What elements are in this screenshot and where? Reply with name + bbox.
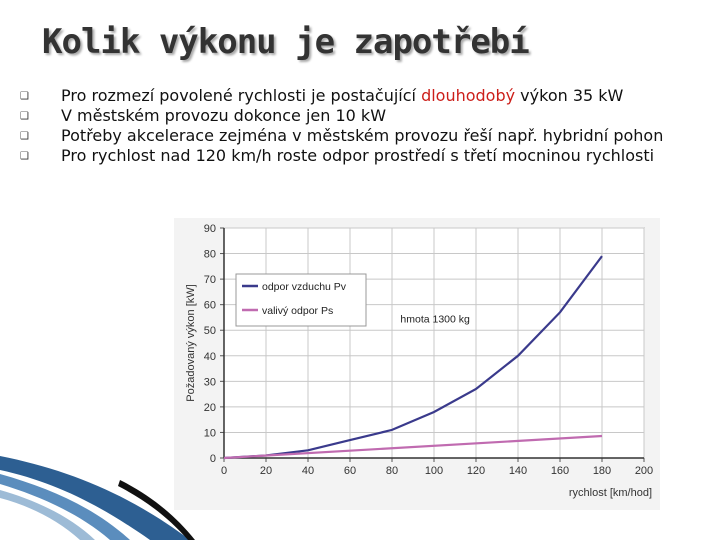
- x-tick-label: 20: [259, 465, 273, 477]
- slide-title: Kolik výkonu je zapotřebí: [42, 22, 529, 62]
- bullet-item: [20, 126, 700, 146]
- chart-annotation: hmota 1300 kg: [400, 313, 470, 326]
- x-tick-label: 160: [550, 465, 570, 477]
- bullet-list: [20, 86, 700, 166]
- x-tick-label: 120: [466, 465, 486, 477]
- x-tick-label: 100: [424, 465, 444, 477]
- power-chart: [174, 218, 660, 510]
- chart-panel: [174, 218, 660, 510]
- x-tick-label: 0: [220, 465, 228, 477]
- bullet-text: Pro rozmezí povolené rychlosti je postačující: [61, 86, 422, 105]
- y-tick-label: 40: [203, 350, 216, 363]
- x-tick-label: 40: [301, 465, 315, 477]
- bullet-text: Potřeby akcelerace zejména v městském provozu řeší např. hybridní pohon: [61, 126, 664, 145]
- y-tick-label: 10: [203, 427, 216, 440]
- y-axis-label: Požadovaný výkon [kW]: [185, 284, 197, 402]
- y-tick-label: 30: [203, 376, 216, 389]
- square-bullet-icon: ❑: [20, 91, 29, 102]
- x-axis-label: rychlost [km/hod]: [568, 487, 652, 499]
- y-tick-label: 70: [203, 274, 216, 287]
- square-bullet-icon: ❑: [20, 151, 29, 162]
- bullet-text-end: výkon 35 kW: [515, 86, 624, 105]
- y-tick-label: 20: [203, 401, 216, 414]
- bullet-highlight: dlouhodobý: [421, 86, 516, 105]
- y-tick-label: 90: [203, 223, 216, 235]
- x-tick-label: 200: [634, 465, 654, 477]
- bullet-item: [20, 146, 700, 166]
- x-tick-label: 180: [592, 465, 612, 477]
- bullet-text: Pro rychlost nad 120 km/h roste odpor prostředí s třetí mocninou rychlosti: [61, 146, 655, 165]
- legend-label: odpor vzduchu Pv: [262, 281, 347, 293]
- x-tick-label: 140: [508, 465, 528, 477]
- y-tick-label: 50: [203, 325, 216, 338]
- square-bullet-icon: ❑: [20, 111, 29, 122]
- y-tick-label: 0: [209, 453, 216, 465]
- bullet-item: [20, 86, 700, 106]
- bullet-item: [20, 106, 700, 126]
- y-tick-label: 60: [203, 299, 216, 312]
- bullet-text: V městském provozu dokonce jen 10 kW: [61, 106, 387, 125]
- x-tick-label: 60: [343, 465, 357, 477]
- square-bullet-icon: ❑: [20, 131, 29, 142]
- y-tick-label: 80: [203, 248, 216, 261]
- legend-label: valivý odpor Ps: [262, 305, 334, 317]
- x-tick-label: 80: [385, 465, 399, 477]
